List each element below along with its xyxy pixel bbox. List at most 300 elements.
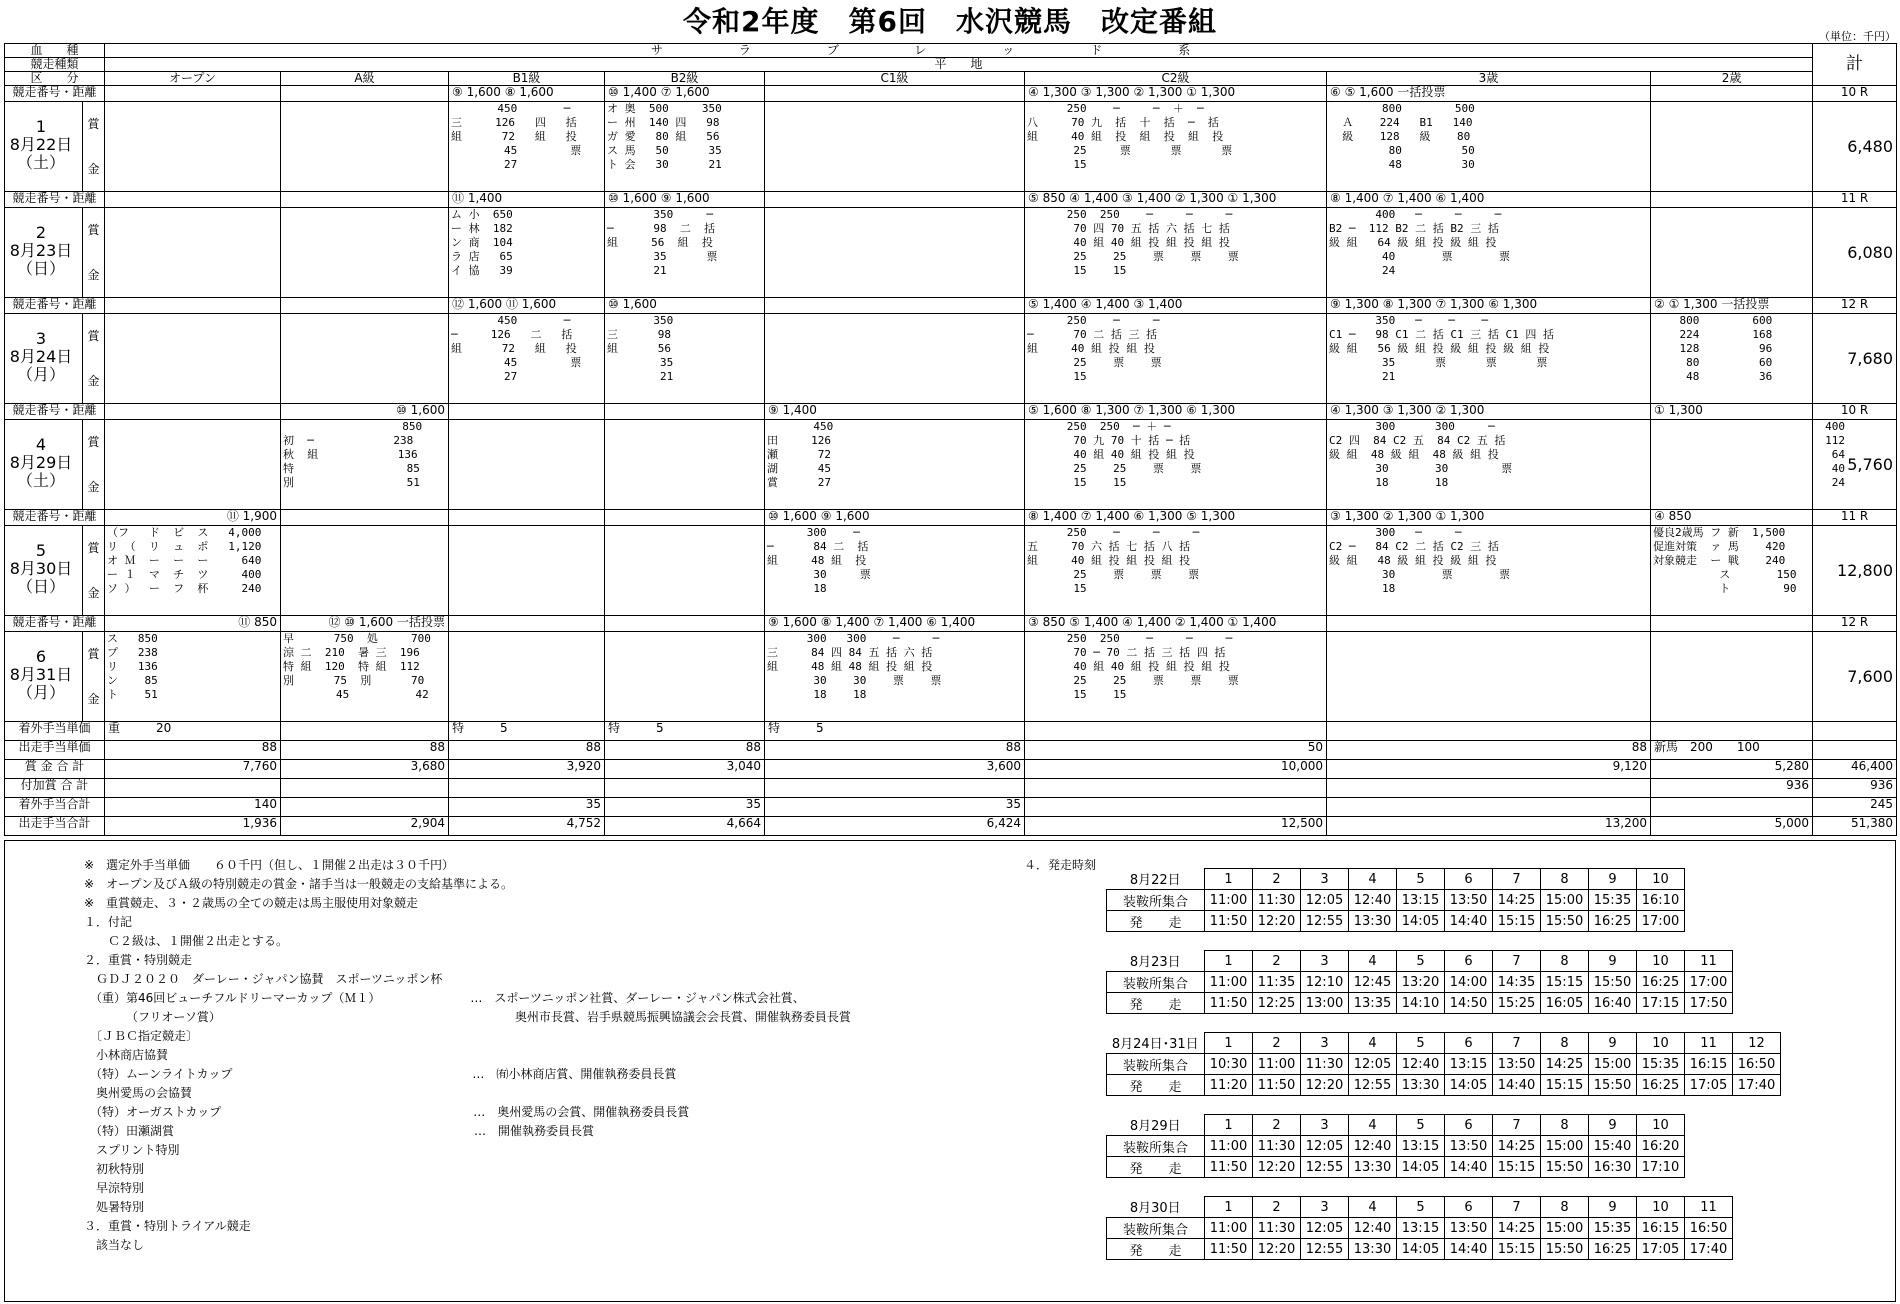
prize-cell [1651,632,1813,722]
schedule-date: 8月24日･31日 [1107,1033,1205,1054]
note-line: ※ 選定外手当単価 ６０千円（但し、１開催２出走は３０千円） [84,858,455,872]
race-number: 10 [1637,1197,1685,1218]
assembly-time: 12:10 [1301,972,1349,993]
prize-cell: 450 田 126 瀬 72 湖 45 賞 27 [765,420,1025,510]
start-time: 17:05 [1637,1239,1685,1260]
race-number: 5 [1397,869,1445,890]
footer-cell: 特 5 [605,722,765,741]
day-total: 6,080 [1813,208,1897,298]
race-number: 10 [1637,869,1685,890]
start-time: 12:55 [1301,1157,1349,1178]
assembly-time: 11:00 [1253,1054,1301,1075]
race-distance-cell [449,510,605,526]
race-distance-cell: ⑤ 1,400 ④ 1,400 ③ 1,400 [1025,298,1327,314]
start-time: 12:55 [1349,1075,1397,1096]
day-prize-row [5,102,1897,192]
footer-label: 賞 金 合 計 [5,760,105,779]
assembly-time: 15:35 [1637,1054,1685,1075]
race-number: 4 [1349,1115,1397,1136]
note-line: 処暑特別 [84,1200,145,1214]
header-class-row [5,72,1897,86]
class-label: 区 分 [5,72,105,86]
prize-cell [449,420,605,510]
race-number: 10 [1637,1033,1685,1054]
race-number: 11 [1685,1033,1733,1054]
assembly-time: 17:00 [1685,972,1733,993]
race-distance-cell: ③ 850 ⑤ 1,400 ④ 1,400 ② 1,400 ① 1,400 [1025,616,1327,632]
race-number: 10 [1637,1115,1685,1136]
race-count: 10 R [1813,404,1897,420]
assembly-time: 13:15 [1397,1136,1445,1157]
start-time: 16:05 [1541,993,1589,1014]
assembly-time: 11:00 [1205,1136,1253,1157]
assembly-time: 16:50 [1685,1218,1733,1239]
start-time: 15:50 [1589,1075,1637,1096]
prize-cell: 400 ─ ─ ─ B2 ─ 112 B2 二 括 B2 三 括 級 組 64 級 組 投 級 組 投 40 票 票 24 [1327,208,1651,298]
start-row [1107,1075,1781,1096]
start-time: 16:25 [1589,911,1637,932]
race-number: 8 [1541,1115,1589,1136]
assembly-time: 13:50 [1445,1136,1493,1157]
day-label-line: 8月24日 [9,347,73,366]
footer-cell [605,779,765,798]
prize-cell: 250 ─ ─ ─ 70 二 括 三 括 組 40 組 投 組 投 25 票 票 15 [1025,314,1327,404]
blood-value: サラブレッド系 [105,44,1813,58]
footer-cell: 88 [281,741,449,760]
footer-cell: 13,200 [1327,817,1651,836]
race-number: 7 [1493,869,1541,890]
race-count: 12 R [1813,298,1897,314]
prize-cell [1651,102,1813,192]
start-time: 14:05 [1397,1239,1445,1260]
race-distance-row [5,616,1897,632]
assembly-time: 14:25 [1493,890,1541,911]
start-time: 14:40 [1493,1075,1541,1096]
start-time: 12:55 [1301,1239,1349,1260]
footer-cell: 88 [1327,741,1651,760]
day-label-line: 8月29日 [9,453,73,472]
footer-cell: 35 [449,798,605,817]
prize-cell [1327,632,1651,722]
assembly-time: 12:40 [1349,890,1397,911]
start-time: 17:40 [1685,1239,1733,1260]
start-time: 14:40 [1445,1157,1493,1178]
start-time: 12:20 [1253,1239,1301,1260]
footer-cell [105,779,281,798]
footer-cell: 2,904 [281,817,449,836]
day-label [5,526,105,616]
prize-label [82,420,104,509]
assembly-time: 15:00 [1541,1136,1589,1157]
footer-label: 出走手当合計 [5,817,105,836]
assembly-time: 11:30 [1253,1218,1301,1239]
start-time: 15:50 [1541,911,1589,932]
prize-label [82,632,104,721]
day-label-line: （土） [16,471,65,490]
race-count: 12 R [1813,616,1897,632]
assembly-time: 15:40 [1589,1136,1637,1157]
day-label [5,102,105,192]
start-label: 発 走 [1107,1157,1205,1178]
prize-cell [449,632,605,722]
prize-label [82,102,104,191]
race-distance-cell: ⑤ 850 ④ 1,400 ③ 1,400 ② 1,300 ① 1,300 [1025,192,1327,208]
race-number: 1 [1205,1033,1253,1054]
race-distance-cell [1651,616,1813,632]
prize-label-1: 賞 [87,223,100,238]
prize-cell [605,420,765,510]
assembly-time: 15:50 [1589,972,1637,993]
prize-label-2: 金 [87,691,100,706]
prize-cell: 800 600 224 168 128 96 80 60 48 36 [1651,314,1813,404]
schedule-date: 8月23日 [1107,951,1205,972]
assembly-label: 装鞍所集合 [1107,1136,1205,1157]
race-number: 6 [1445,1033,1493,1054]
footer-cell: 3,600 [765,760,1025,779]
prize-cell: 450 ─ 三 126 四 括 組 72 組 投 45 票 27 [449,102,605,192]
day-total: 12,800 [1813,526,1897,616]
note-line: Ｃ２級は、１開催２出走とする。 [84,934,289,948]
type-value: 平 地 [105,58,1813,72]
race-number: 4 [1349,1033,1397,1054]
start-time: 11:50 [1253,1075,1301,1096]
footer-cell: 特 5 [449,722,605,741]
race-number: 9 [1589,951,1637,972]
prize-cell [281,208,449,298]
day-label [5,208,105,298]
race-distance-cell [605,616,765,632]
day-prize-row [5,420,1897,510]
assembly-time: 11:35 [1253,972,1301,993]
assembly-time: 16:10 [1637,890,1685,911]
footer-cell: 50 [1025,741,1327,760]
race-number: 12 [1733,1033,1781,1054]
assembly-time: 11:30 [1301,1054,1349,1075]
prize-cell [281,314,449,404]
race-number: 10 [1637,951,1685,972]
prize-label [82,526,104,615]
notes-section [84,856,1024,1255]
race-distance-row [5,192,1897,208]
race-distance-cell: ③ 1,300 ② 1,300 ① 1,300 [1327,510,1651,526]
start-time: 15:15 [1541,1075,1589,1096]
footer-cell: 35 [765,798,1025,817]
race-number: 5 [1397,1033,1445,1054]
start-time: 14:40 [1445,1239,1493,1260]
prize-label-1: 賞 [87,435,100,450]
prize-cell: 850 初 ─ 238 秋 組 136 特 85 別 51 [281,420,449,510]
race-distance-cell: ⑪ 1,400 [449,192,605,208]
assembly-time: 14:35 [1493,972,1541,993]
race-number: 8 [1541,1033,1589,1054]
footer-cell: 1,936 [105,817,281,836]
note-line: ２．重賞・特別競走 [84,953,193,967]
prize-cell: 450 ─ ─ 126 二 括 組 72 組 投 45 票 27 [449,314,605,404]
footer-cell: 12,500 [1025,817,1327,836]
schedule-header [1107,951,1733,972]
footer-cell: 6,424 [765,817,1025,836]
start-time: 12:55 [1301,911,1349,932]
note-line: 早涼特別 [84,1181,145,1195]
race-distance-cell: ⑪ 850 [105,616,281,632]
prize-label-1: 賞 [87,647,100,662]
race-distance-cell: ⑩ 1,400 ⑦ 1,600 [605,86,765,102]
footer-row [5,722,1897,741]
class-header-5: C2級 [1025,72,1327,86]
footer-cell: 88 [765,741,1025,760]
start-time: 15:50 [1541,1157,1589,1178]
assembly-time: 12:05 [1301,890,1349,911]
race-number: 9 [1589,1197,1637,1218]
race-number: 1 [1205,1115,1253,1136]
assembly-time: 15:35 [1589,1218,1637,1239]
footer-cell [281,779,449,798]
race-distance-cell: ④ 850 [1651,510,1813,526]
assembly-time: 11:00 [1205,890,1253,911]
schedule-header [1107,869,1685,890]
assembly-time: 11:00 [1205,972,1253,993]
race-distance-cell [449,616,605,632]
prize-cell [105,420,281,510]
prize-cell [449,526,605,616]
prize-label-2: 金 [87,585,100,600]
prize-cell: 400 112 64 40 24 [1651,420,1813,510]
footer-total: 46,400 [1813,760,1897,779]
day-label [5,420,105,510]
start-time: 13:35 [1349,993,1397,1014]
assembly-time: 11:00 [1205,1218,1253,1239]
footer-cell: 4,752 [449,817,605,836]
day-label-line: （土） [16,153,65,172]
day-label-line: 8月31日 [9,665,73,684]
race-number: 8 [1541,1197,1589,1218]
total-header: 計 [1813,44,1897,86]
start-time: 13:00 [1301,993,1349,1014]
start-time: 14:10 [1397,993,1445,1014]
assembly-label: 装鞍所集合 [1107,890,1205,911]
race-distance-cell [281,86,449,102]
start-time: 14:05 [1445,1075,1493,1096]
prize-cell: 250 250 ─ ─ ─ 70 ─ 70 二 括 三 括 四 括 40 組 40 組 投 組 投 組 投 25 25 票 票 票 15 15 [1025,632,1327,722]
schedule-date: 8月29日 [1107,1115,1205,1136]
start-label: 発 走 [1107,1075,1205,1096]
class-header-3: B2級 [605,72,765,86]
race-distance-label: 競走番号・距離 [5,86,105,102]
start-time: 13:30 [1349,1239,1397,1260]
assembly-label: 装鞍所集合 [1107,1054,1205,1075]
prize-cell: オ 奥 500 350 ー 州 140 四 98 ガ 愛 80 組 56 ス 馬 50 35 ト 会 30 21 [605,102,765,192]
race-number: 8 [1541,951,1589,972]
page-title: 令和2年度 第6回 水沢競馬 改定番組 [683,5,1217,38]
race-distance-cell: ⑪ 1,900 [105,510,281,526]
prize-cell [765,208,1025,298]
race-distance-cell: ④ 1,300 ③ 1,300 ② 1,300 ① 1,300 [1025,86,1327,102]
start-time: 17:15 [1637,993,1685,1014]
footer-cell [1327,722,1651,741]
day-label-line: （日） [16,259,65,278]
footer-cell: 88 [449,741,605,760]
prize-label [82,314,104,403]
day-total: 7,680 [1813,314,1897,404]
footer-cell [765,779,1025,798]
footer-cell: 7,760 [105,760,281,779]
note-line: １．付記 [84,915,133,929]
start-row [1107,1157,1685,1178]
footer-total: 51,380 [1813,817,1897,836]
footer-cell [1651,798,1813,817]
footer-row [5,760,1897,779]
type-label: 競走種類 [5,58,105,72]
start-time: 17:40 [1733,1075,1781,1096]
footer-cell: 88 [605,741,765,760]
footer-label: 着外手当合計 [5,798,105,817]
assembly-row [1107,1054,1781,1075]
footer-cell: 重 20 [105,722,281,741]
race-distance-row [5,510,1897,526]
schedule-table [1106,868,1685,932]
race-distance-cell [1327,616,1651,632]
start-label: 発 走 [1107,993,1205,1014]
day-prize-row [5,314,1897,404]
note-line: ※ オープン及びＡ級の特別競走の賞金・諸手当は一般競走の支給基準による。 [84,877,513,891]
race-number: 4 [1349,1197,1397,1218]
prize-cell: 350 ─ ─ 98 二 括 組 56 組 投 35 票 21 [605,208,765,298]
footer-label: 付加賞 合 計 [5,779,105,798]
race-number: 1 [1205,1197,1253,1218]
race-number: 3 [1301,951,1349,972]
footer-total [1813,741,1897,760]
prize-cell [105,208,281,298]
day-total: 5,760 [1813,420,1897,510]
footer-cell: 9,120 [1327,760,1651,779]
prize-cell [765,314,1025,404]
assembly-row [1107,972,1733,993]
day-prize-row [5,208,1897,298]
race-number: 3 [1301,1197,1349,1218]
race-program-table [4,43,1897,836]
day-label [5,314,105,404]
note-line: 該当なし [84,1238,145,1252]
footer-cell: 936 [1651,779,1813,798]
start-time: 12:20 [1253,911,1301,932]
footer-cell: 10,000 [1025,760,1327,779]
start-time: 11:50 [1205,1157,1253,1178]
race-distance-cell: ④ 1,300 ③ 1,300 ② 1,300 [1327,404,1651,420]
assembly-time: 16:25 [1637,972,1685,993]
start-row [1107,1239,1733,1260]
day-label-line: 3 [35,329,47,348]
prize-cell: （フ ド ビ ス 4,000 リ （ リ ュ ポ 1,120 オ Ｍ ー ー ー 640 ー １ マ チ ツ 400 ソ ） ー フ 杯 240 [105,526,281,616]
prize-cell: 300 ─ ─ 84 二 括 組 48 組 投 30 票 18 [765,526,1025,616]
race-number: 6 [1445,869,1493,890]
race-distance-cell [1651,192,1813,208]
footer-cell: 新馬 200 100 [1651,741,1813,760]
footer-row [5,798,1897,817]
race-number: 2 [1253,951,1301,972]
footer-cell [449,779,605,798]
start-label: 発 走 [1107,911,1205,932]
note-line: 奥州愛馬の会協賛 [84,1086,193,1100]
prize-cell: 早 750 処 700 涼 二 210 暑 三 196 特 組 120 特 組 112 別 75 別 70 45 42 [281,632,449,722]
race-distance-label: 競走番号・距離 [5,298,105,314]
day-label-line: （日） [16,577,65,596]
note-line: 初秋特別 [84,1162,145,1176]
footer-cell [281,798,449,817]
race-count: 10 R [1813,86,1897,102]
race-number: 11 [1685,951,1733,972]
note-line: （特）ムーンライトカップ … ㈲小林商店賞、開催執務委員長賞 [84,1067,677,1081]
day-label-line: 2 [35,223,47,242]
race-distance-label: 競走番号・距離 [5,616,105,632]
note-line: （重）第46回ビューチフルドリーマーカップ（Ｍ１） … スポーツニッポン社賞、ダーレー・ジャパン株式会社賞、 [84,991,805,1005]
race-distance-cell [605,404,765,420]
prize-cell [605,632,765,722]
prize-cell: 350 ─ ─ ─ C1 ─ 98 C1 二 括 C1 三 括 C1 四 括 級 組 56 級 組 投 級 組 投 級 組 投 35 票 票 票 21 [1327,314,1651,404]
start-time: 14:40 [1445,911,1493,932]
footer-row [5,779,1897,798]
assembly-row [1107,1136,1685,1157]
race-distance-row [5,298,1897,314]
day-label [5,632,105,722]
prize-cell: 優良2歳馬 フ 新 1,500 促進対策 ァ 馬 420 対象競走 ー 戦 240 ス 150 ト 90 [1651,526,1813,616]
start-time: 12:20 [1301,1075,1349,1096]
note-line: 小林商店協賛 [84,1048,169,1062]
race-distance-cell: ⑫ 1,600 ⑪ 1,600 [449,298,605,314]
race-distance-row [5,404,1897,420]
footer-cell [1327,798,1651,817]
start-time-title: ４．発走時刻 [1024,858,1097,872]
start-row [1107,911,1685,932]
footer-cell: 3,040 [605,760,765,779]
day-label-line: 6 [35,647,47,666]
assembly-time: 12:05 [1301,1218,1349,1239]
race-distance-cell: ⑧ 1,400 ⑦ 1,400 ⑥ 1,300 ⑤ 1,300 [1025,510,1327,526]
prize-label-2: 金 [87,267,100,282]
prize-label-1: 賞 [87,329,100,344]
prize-cell: 300 300 ─ ─ 三 84 四 84 五 括 六 括 組 48 組 48 組 投 組 投 30 30 票 票 18 18 [765,632,1025,722]
race-number: 6 [1445,1115,1493,1136]
race-distance-cell [105,298,281,314]
day-total: 7,600 [1813,632,1897,722]
note-line: ３．重賞・特別トライアル競走 [84,1219,251,1233]
prize-cell: ス 850 プ 238 リ 136 ン 85 ト 51 [105,632,281,722]
assembly-time: 15:00 [1589,1054,1637,1075]
start-time: 17:05 [1685,1075,1733,1096]
assembly-time: 12:40 [1397,1054,1445,1075]
race-number: 3 [1301,869,1349,890]
race-number: 3 [1301,1033,1349,1054]
start-time: 12:20 [1253,1157,1301,1178]
footer-row [5,817,1897,836]
prize-cell [765,102,1025,192]
assembly-time: 13:15 [1397,1218,1445,1239]
race-number: 4 [1349,869,1397,890]
assembly-time: 15:00 [1541,1218,1589,1239]
race-number: 2 [1253,1115,1301,1136]
race-number: 2 [1253,869,1301,890]
race-number: 4 [1349,951,1397,972]
start-time: 15:50 [1541,1239,1589,1260]
class-header-6: 3歳 [1327,72,1651,86]
schedule-table [1106,950,1733,1014]
schedule-header [1107,1115,1685,1136]
race-distance-cell [1651,86,1813,102]
prize-cell: ム 小 650 ー 林 182 ン 商 104 ラ 店 65 イ 協 39 [449,208,605,298]
race-distance-cell [765,86,1025,102]
start-time: 12:25 [1253,993,1301,1014]
race-distance-label: 競走番号・距離 [5,404,105,420]
prize-cell [105,102,281,192]
